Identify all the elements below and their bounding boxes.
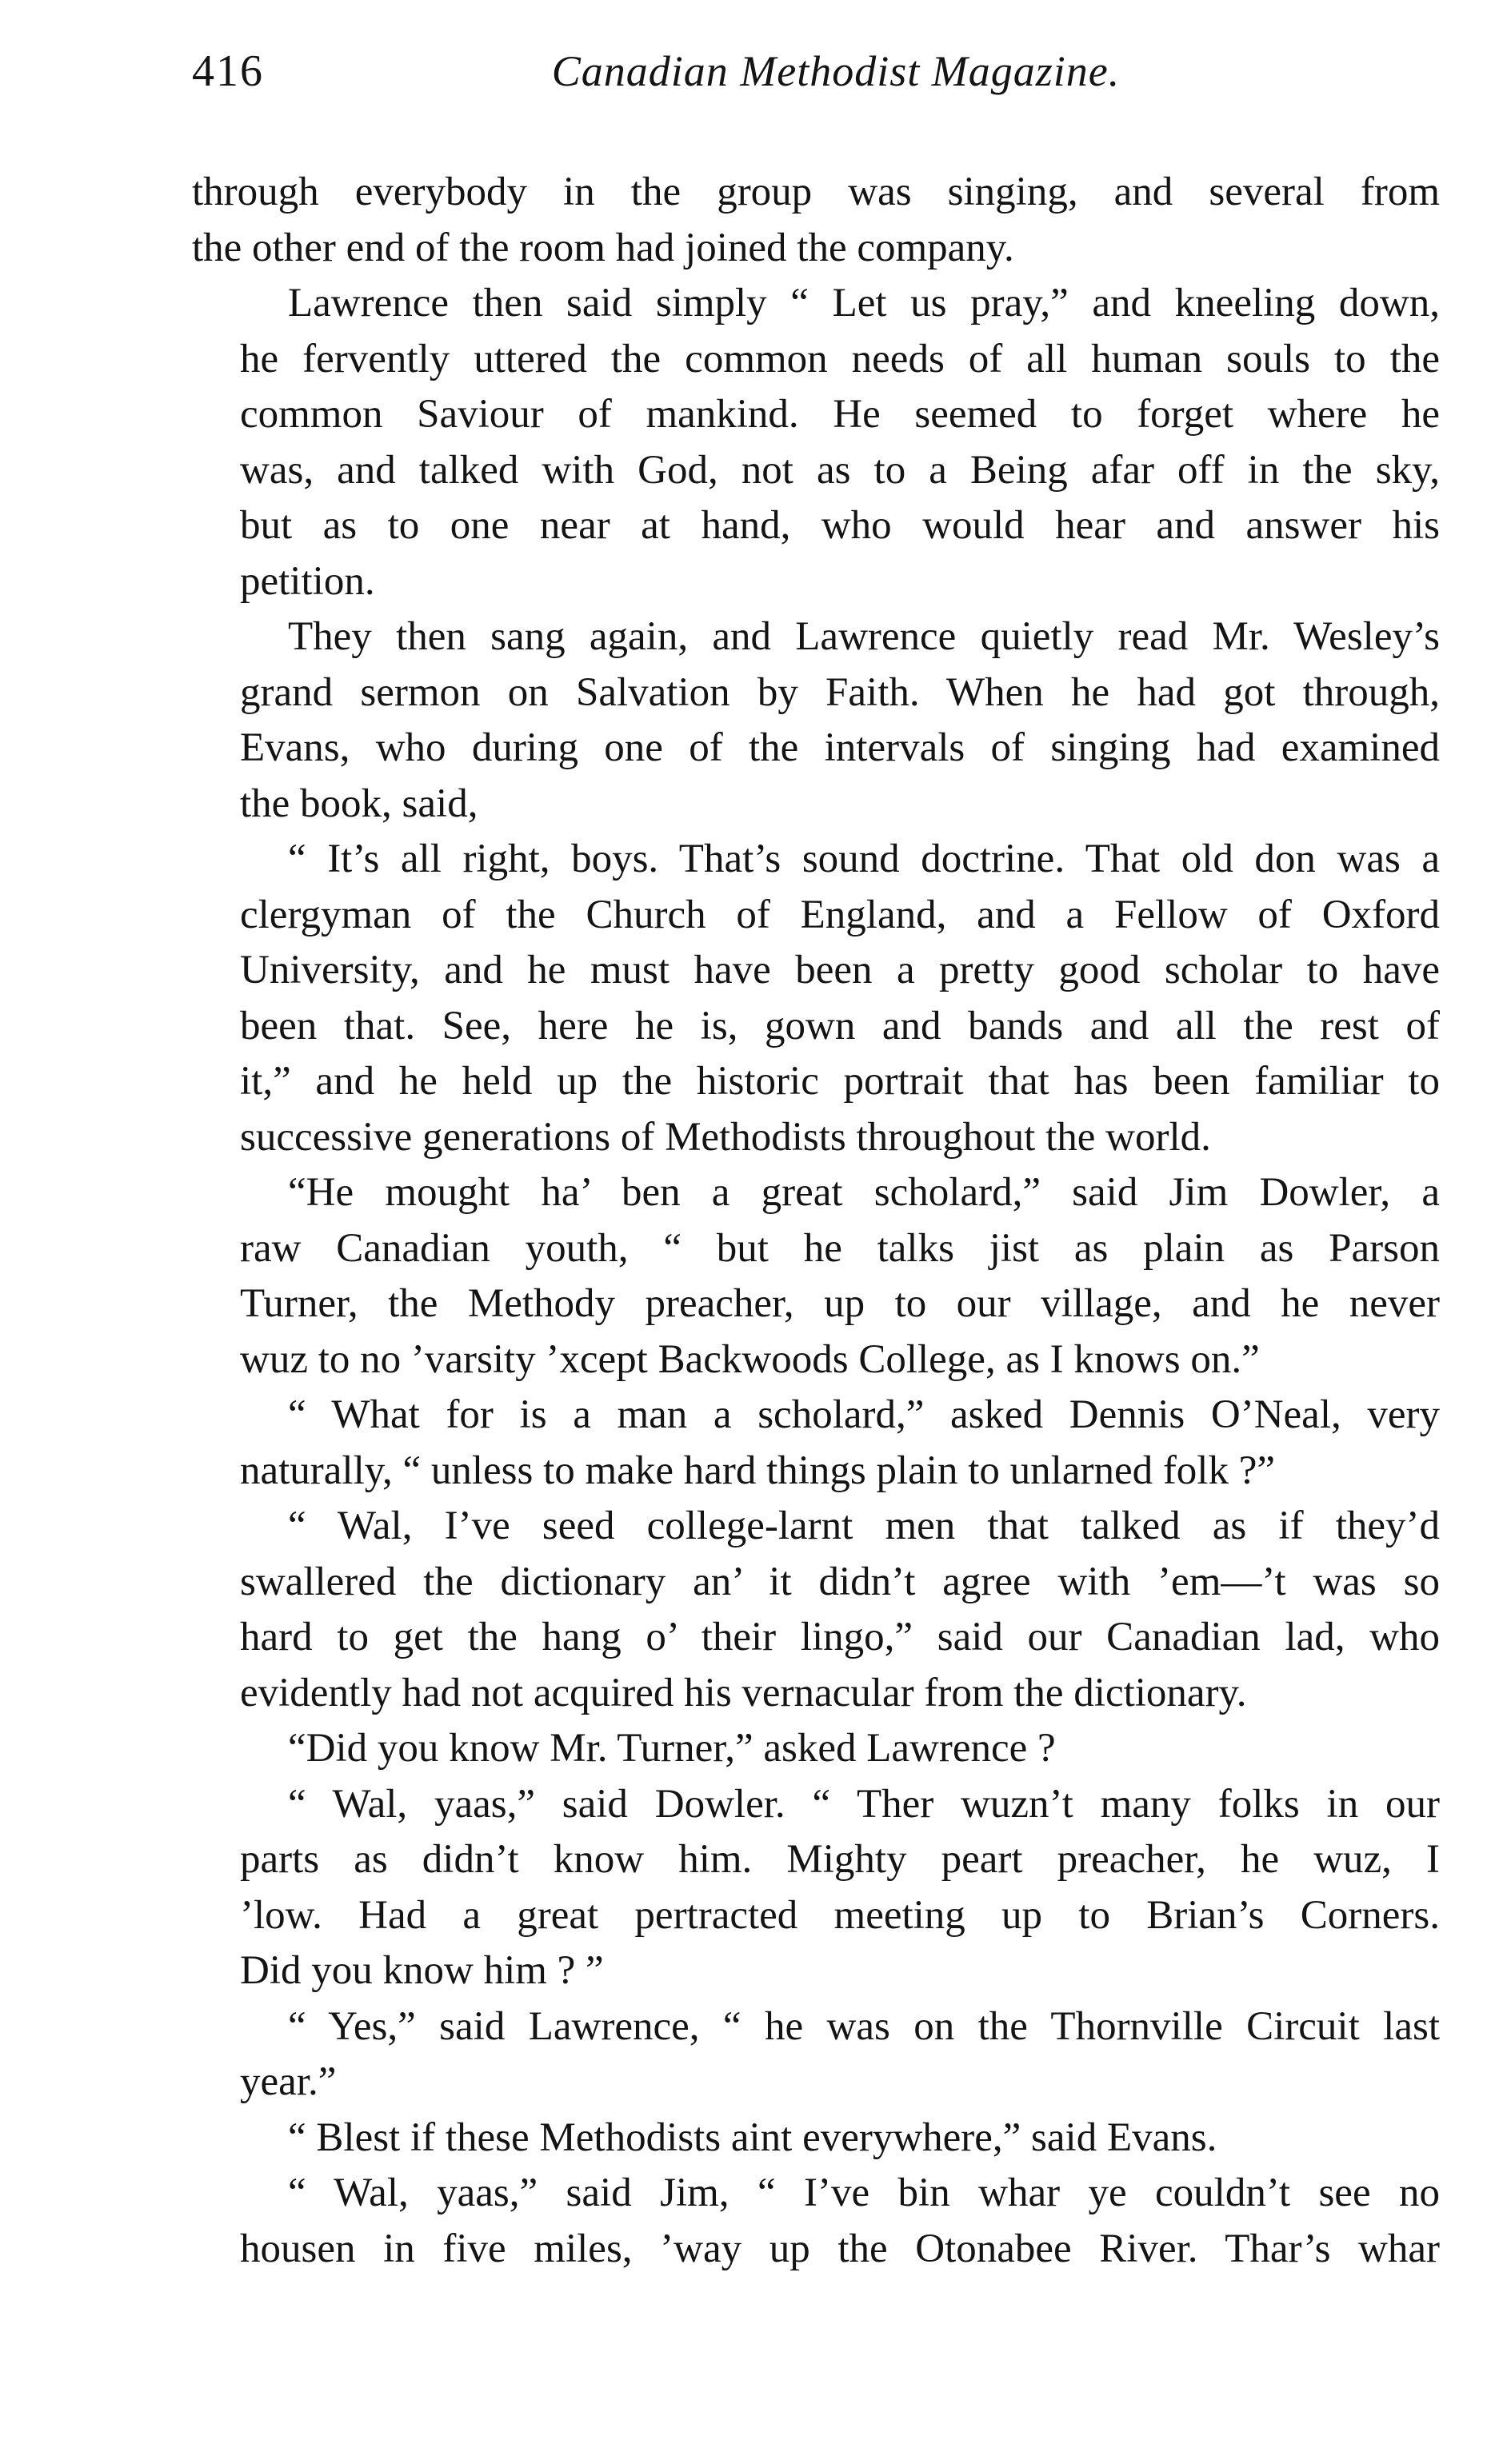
text-line: “ What for is a man a scholard,” asked Dennis O’Neal, very [288,1392,1440,1437]
text-line: “He mought ha’ ben a great scholard,” said Jim Dowler, a [288,1170,1440,1215]
text-line: Evans, who during one of the intervals of singing had examined [240,725,1440,770]
text-line: They then sang again, and Lawrence quietly read Mr. Wesley’s [288,614,1440,659]
text-line: housen in five miles, ’way up the Otonabee River. Thar’s whar [240,2226,1440,2271]
text-line: hard to get the hang o’ their lingo,” said our Canadian lad, who [240,1615,1440,1659]
text-line: “ Wal, yaas,” said Dowler. “ Ther wuzn’t many folks in our [288,1781,1440,1827]
text-line: “ Wal, I’ve seed college-larnt men that talked as if they’d [288,1504,1440,1548]
paragraph [192,2111,1440,2166]
text-line: but as to one near at hand, who would hear and answer his [240,503,1440,548]
text-line: Lawrence then said simply “ Let us pray,” and kneeling down, [288,281,1440,325]
text-line: University, and he must have been a pretty good scholar to have [240,948,1440,992]
paragraph [192,165,1440,276]
paragraph [192,1999,1440,2111]
text-line: “ Yes,” said Lawrence, “ he was on the Thornville Circuit last [288,2003,1440,2049]
book-page [192,35,1440,2277]
text-line: grand sermon on Salvation by Faith. When he had got through, [240,669,1440,715]
text-line: been that. See, here he is, gown and bands and all the rest of [240,1003,1440,1048]
text-line: petition. [240,558,375,604]
magazine-title: Canadian Methodist Magazine. [551,47,1121,95]
text-line: it,” and he held up the historic portrait that has been familiar to [240,1059,1440,1104]
text-line: successive generations of Methodists throughout the world. [240,1114,1211,1160]
text-line: “ Wal, yaas,” said Jim, “ I’ve bin whar ye couldn’t see no [288,2170,1440,2215]
text-line: year.” [240,2059,337,2104]
running-head [192,35,1440,107]
text-line: the other end of the room had joined the company. [192,225,1014,270]
text-line: raw Canadian youth, “ but he talks jist as plain as Parson [240,1225,1440,1271]
text-line: ’low. Had a great pertracted meeting up to Brian’s Corners. [240,1892,1440,1938]
paragraph [192,276,1440,609]
body-text [192,165,1440,2277]
text-line: wuz to no ’varsity ’xcept Backwoods College, as I knows on.” [240,1336,1260,1382]
text-line: common Saviour of mankind. He seemed to forget where he [240,392,1440,437]
text-line: Did you know him ? ” [240,1948,604,1993]
text-line: through everybody in the group was singing, and several from [192,170,1440,214]
text-line: he fervently uttered the common needs of all human souls to the [240,336,1440,381]
paragraph [192,1499,1440,1721]
paragraph [192,1721,1440,1777]
paragraph [192,609,1440,832]
page-number: 416 [192,46,264,96]
text-line: evidently had not acquired his vernacular from the dictionary. [240,1670,1247,1715]
paragraph [192,1777,1440,1999]
text-line: parts as didn’t know him. Mighty peart preacher, he wuz, I [240,1837,1440,1882]
text-line: Turner, the Methody preacher, up to our village, and he never [240,1281,1440,1326]
text-line: “Did you know Mr. Turner,” asked Lawrence ? [288,1726,1056,1771]
text-line: the book, said, [240,781,478,826]
text-line: “ Blest if these Methodists aint everywhere,” said Evans. [288,2115,1217,2160]
text-line: “ It’s all right, boys. That’s sound doctrine. That old don was a [288,837,1440,881]
text-line: naturally, “ unless to make hard things plain to unlarned folk ?” [240,1448,1276,1493]
text-line: clergyman of the Church of England, and a Fellow of Oxford [240,892,1440,937]
text-line: swallered the dictionary an’ it didn’t agree with ’em—’t was so [240,1559,1440,1604]
paragraph [192,1165,1440,1388]
paragraph [192,832,1440,1165]
paragraph [192,1388,1440,1499]
text-line: was, and talked with God, not as to a Being afar off in the sky, [240,447,1440,493]
paragraph [192,2166,1440,2277]
